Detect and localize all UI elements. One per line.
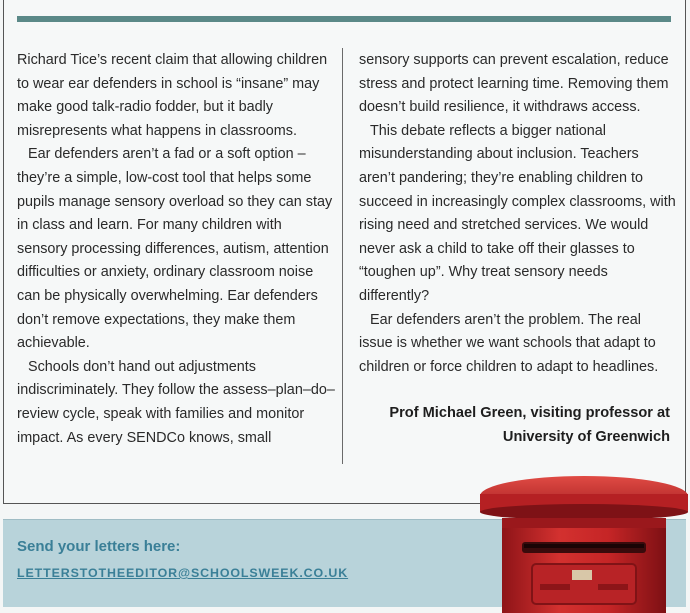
footer-title: Send your letters here:: [17, 538, 181, 555]
letter-left-column: [17, 49, 335, 450]
editor-email-link[interactable]: LETTERSTOTHEEDITOR@SCHOOLSWEEK.CO.UK: [17, 566, 349, 580]
letter-paragraph: Richard Tice’s recent claim that allowing children to wear ear defenders in school is “insane” may make good talk-radio fodder, but it badly misrepresents what happens in classrooms.: [17, 52, 328, 139]
letter-right-column: [359, 49, 677, 379]
letter-paragraph: This debate reflects a bigger national misunderstanding about inclusion. Teachers aren’t pandering; they’re enabling children to succeed in increasingly complex classrooms, with rising need and stretched services. We would never ask a child to take off their glasses to “toughen up”. Why treat sensory needs differently?: [359, 122, 676, 304]
signature-name: Prof Michael Green, visiting professor at: [389, 405, 670, 421]
letter-signature: [350, 402, 670, 449]
postbox-icon: [474, 472, 690, 613]
letter-paragraph: Ear defenders aren’t a fad or a soft option – they’re a simple, low-cost tool that helps some pupils manage sensory overload so they can stay in class and learn. For many children with sensory processing differences, autism, attention difficulties or anxiety, ordinary classroom noise can be physically overwhelming. Ear defenders don’t remove expectations, they make them achievable.: [17, 146, 333, 352]
column-divider: [342, 48, 343, 464]
letter-paragraph: Ear defenders aren’t the problem. The real issue is whether we want schools that adapt to children or force children to adapt to headlines.: [359, 311, 659, 375]
signature-affiliation: University of Greenwich: [502, 428, 670, 445]
teal-top-rule: [17, 16, 671, 22]
letter-paragraph: Schools don’t hand out adjustments indiscriminately. They follow the assess–plan–do–review cycle, speak with families and monitor impact. As every SENDCo knows, small: [17, 358, 335, 446]
letter-paragraph: sensory supports can prevent escalation, reduce stress and protect learning time. Removing them doesn’t build resilience, it withdraws access.: [359, 52, 669, 116]
